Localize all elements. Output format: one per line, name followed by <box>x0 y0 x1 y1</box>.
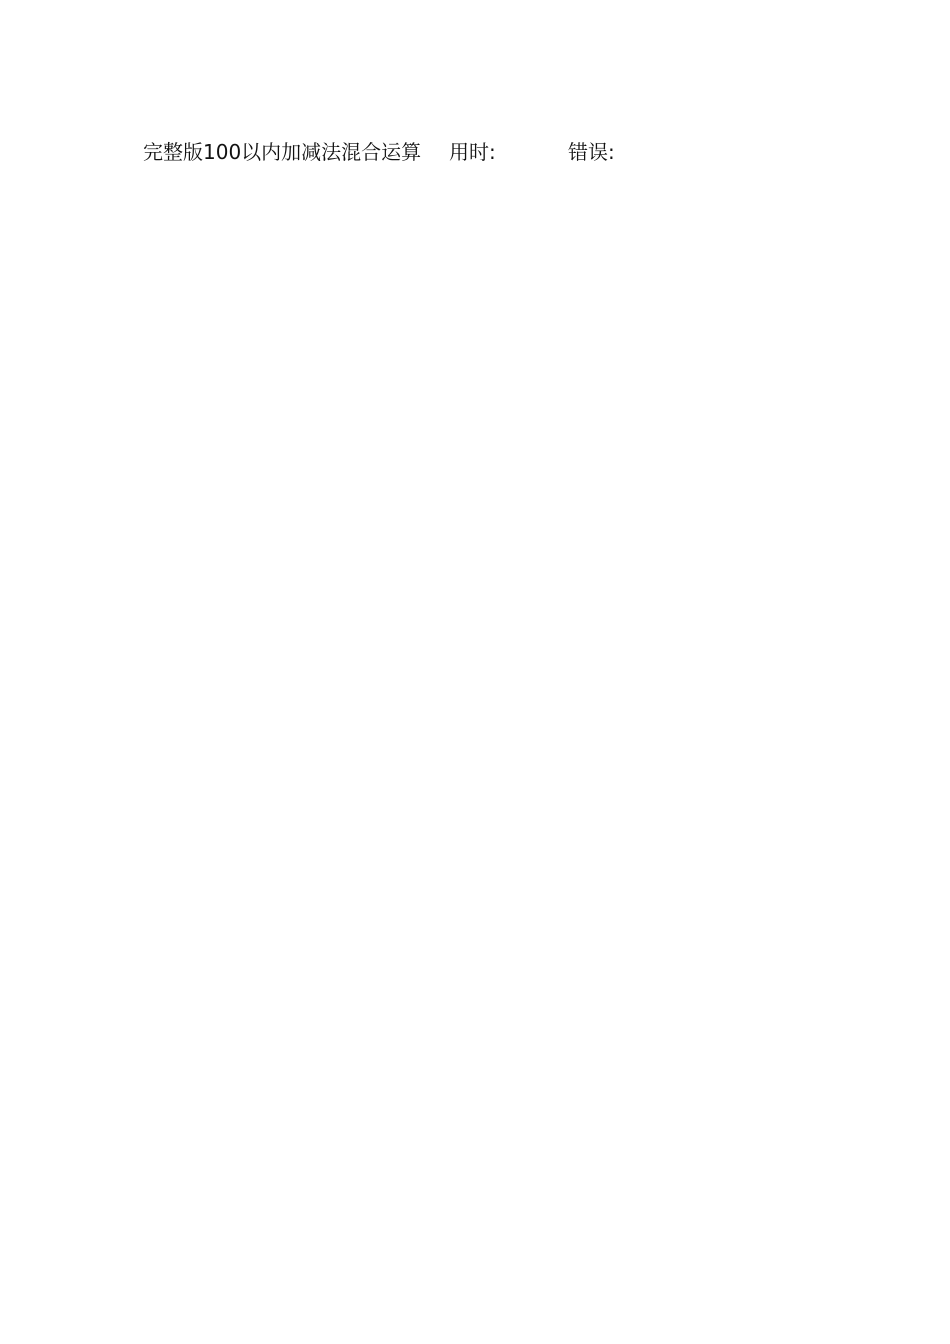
errors-label: 错误: <box>568 140 615 164</box>
worksheet-title: 完整版100以内加减法混合运算 <box>143 140 422 164</box>
time-label: 用时: <box>449 140 496 164</box>
